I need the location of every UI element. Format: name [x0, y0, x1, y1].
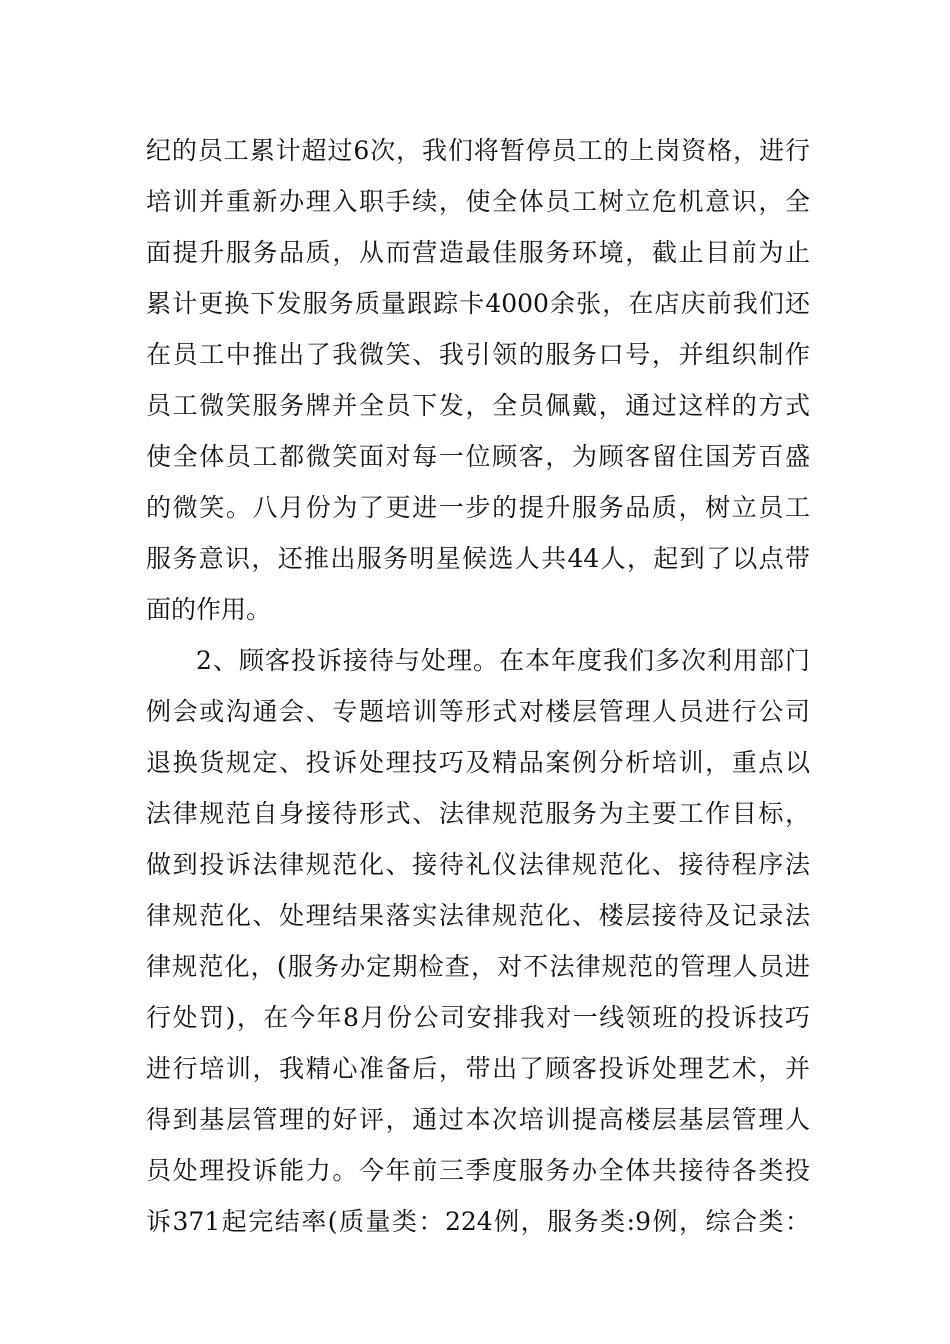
text-line: 做到投诉法律规范化、接待礼仪法律规范化、接待程序法 — [146, 850, 810, 879]
text-line: 服务意识，还推出服务明星候选人共44人，起到了以点带 — [146, 544, 810, 573]
text-line: 法律规范自身接待形式、法律规范服务为主要工作目标， — [146, 799, 810, 828]
text-line: 在员工中推出了我微笑、我引领的服务口号，并组织制作 — [146, 340, 810, 369]
paragraph-end-line: 面的作用。 — [146, 595, 272, 624]
text-line: 纪的员工累计超过6次，我们将暂停员工的上岗资格，进行 — [146, 136, 810, 165]
text-line: 行处罚)，在今年8月份公司安排我对一线领班的投诉技巧 — [146, 1003, 810, 1032]
paragraph-heading-line: 2、顾客投诉接待与处理。在本年度我们多次利用部门 — [196, 646, 810, 675]
text-line: 进行培训，我精心准备后，带出了顾客投诉处理艺术，并 — [146, 1054, 810, 1083]
text-line: 员处理投诉能力。今年前三季度服务办全体共接待各类投 — [146, 1156, 810, 1185]
text-line: 律规范化，(服务办定期检查，对不法律规范的管理人员进 — [146, 952, 810, 981]
text-line: 例会或沟通会、专题培训等形式对楼层管理人员进行公司 — [146, 697, 810, 726]
text-line: 培训并重新办理入职手续，使全体员工树立危机意识，全 — [146, 187, 810, 216]
text-line: 得到基层管理的好评，通过本次培训提高楼层基层管理人 — [146, 1105, 810, 1134]
text-line: 的微笑。八月份为了更进一步的提升服务品质，树立员工 — [146, 493, 810, 522]
text-line: 员工微笑服务牌并全员下发，全员佩戴，通过这样的方式 — [146, 391, 810, 420]
text-line: 诉371起完结率(质量类：224例，服务类:9例，综合类： — [146, 1207, 810, 1236]
text-line: 累计更换下发服务质量跟踪卡4000余张，在店庆前我们还 — [146, 289, 810, 318]
text-line: 面提升服务品质，从而营造最佳服务环境，截止目前为止 — [146, 238, 810, 267]
text-line: 使全体员工都微笑面对每一位顾客，为顾客留住国芳百盛 — [146, 442, 810, 471]
text-line: 退换货规定、投诉处理技巧及精品案例分析培训，重点以 — [146, 748, 810, 777]
text-line: 律规范化、处理结果落实法律规范化、楼层接待及记录法 — [146, 901, 810, 930]
